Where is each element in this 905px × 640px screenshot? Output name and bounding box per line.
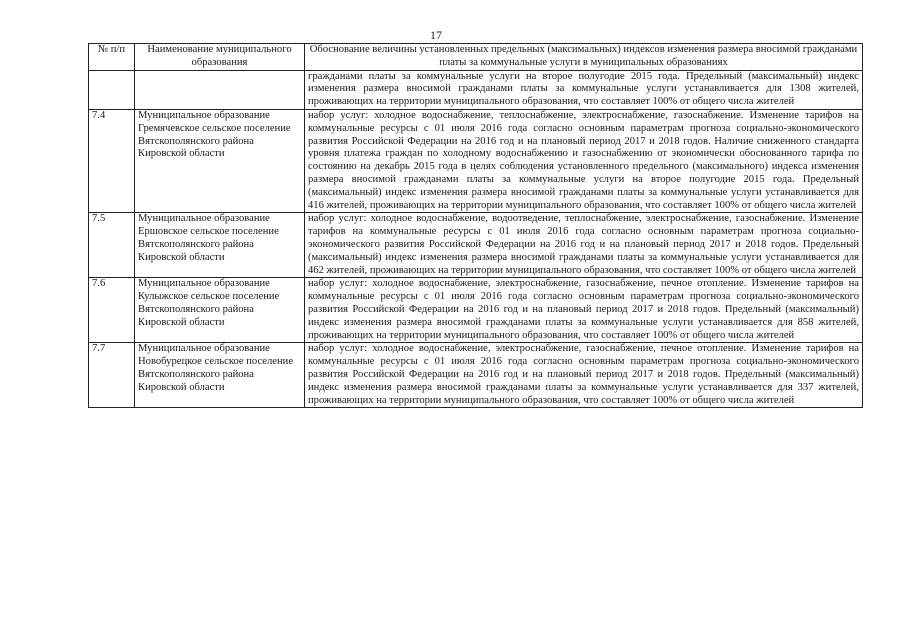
table-row (89, 343, 863, 408)
row-num: 7.7 (89, 343, 135, 408)
table-row (89, 109, 863, 212)
row-municipality: Муниципальное образование Кулыжское сельское поселение Вятскополянского района Кировской области (135, 278, 305, 343)
table-header-row (89, 44, 863, 71)
header-num: № п/п (89, 44, 135, 71)
row-justification: набор услуг: холодное водоснабжение, электроснабжение, газоснабжение, печное отопление. Изменение тарифов на коммунальные ресурсы с 01 июля 2016 года согласно основным параметрам прогноза социально-экономического развития Российской Федерации на 2016 год и на плановый период 2017 и 2018 годов. Предельный (максимальный) индекс изменения размера вносимой гражданами платы за коммунальные услуги устанавливается для 858 жителей, проживающих на территории муниципального образования, что составляет 100% от общего числа жителей (305, 278, 863, 343)
page-number: 17 (430, 28, 442, 42)
row-municipality: Муниципальное образование Гремячевское сельское поселение Вятскополянского района Кировской области (135, 109, 305, 212)
row-justification: набор услуг: холодное водоснабжение, теплоснабжение, электроснабжение, газоснабжение. Изменение тарифов на коммунальные ресурсы с 01 июля 2016 года согласно основным параметрам прогноза социально-экономического развития Российской Федерации на 2016 год и на плановый период 2017 и 2018 годов. Наличие сниженного стандарта уровня платежа граждан по холодному водоснабжению и газоснабжению от экономически обоснованного тарифа по состоянию на декабрь 2015 года в целях соблюдения установленного предельного (максимального) индекса изменения размера вносимой гражданами платы за коммунальные услуги на второе полугодие 2015 года. Предельный (максимальный) индекс изменения размера вносимой гражданами платы за коммунальные услуги устанавливается для 416 жителей, проживающих на территории муниципального образования, что составляет 100% от общего числа жителей (305, 109, 863, 212)
continuation-num-cell (89, 70, 135, 109)
table-row (89, 278, 863, 343)
row-justification: набор услуг: холодное водоснабжение, электроснабжение, газоснабжение, печное отопление. Изменение тарифов на коммунальные ресурсы с 01 июля 2016 года согласно основным параметрам прогноза социально-экономического развития Российской Федерации на 2016 год и на плановый период 2017 и 2018 годов. Предельный (максимальный) индекс изменения размера вносимой гражданами платы за коммунальные услуги устанавливается для 337 жителей, проживающих на территории муниципального образования, что составляет 100% от общего числа жителей (305, 343, 863, 408)
table-row (89, 213, 863, 278)
continuation-text: гражданами платы за коммунальные услуги на второе полугодие 2015 года. Предельный (максимальный) индекс изменения размера вносимой гражданами платы за коммунальные услуги устанавливается для 1308 жителей, проживающих на территории муниципального образования, что составляет 100% от общего числа жителей (305, 70, 863, 109)
row-num: 7.4 (89, 109, 135, 212)
row-num: 7.5 (89, 213, 135, 278)
row-num: 7.6 (89, 278, 135, 343)
header-justification: Обоснование величины установленных предельных (максимальных) индексов изменения размера вносимой гражданами платы за коммунальные услуги в муниципальных образованиях (305, 44, 863, 71)
row-justification: набор услуг: холодное водоснабжение, водоотведение, теплоснабжение, электроснабжение, газоснабжение. Изменение тарифов на коммунальные ресурсы с 01 июля 2016 года согласно основным параметрам прогноза социально-экономического развития Российской Федерации на 2016 год и на плановый период 2017 и 2018 годов. Предельный (максимальный) индекс изменения размера вносимой гражданами платы за коммунальные услуги устанавливается для 462 жителей, проживающих на территории муниципального образования, что составляет 100% от общего числа жителей (305, 213, 863, 278)
header-name: Наименование муниципального образования (135, 44, 305, 71)
tariff-index-table (88, 43, 863, 408)
continuation-name-cell (135, 70, 305, 109)
row-municipality: Муниципальное образование Новобурецкое сельское поселение Вятскополянского района Кировской области (135, 343, 305, 408)
continuation-row (89, 70, 863, 109)
row-municipality: Муниципальное образование Ершовское сельское поселение Вятскополянского района Кировской области (135, 213, 305, 278)
